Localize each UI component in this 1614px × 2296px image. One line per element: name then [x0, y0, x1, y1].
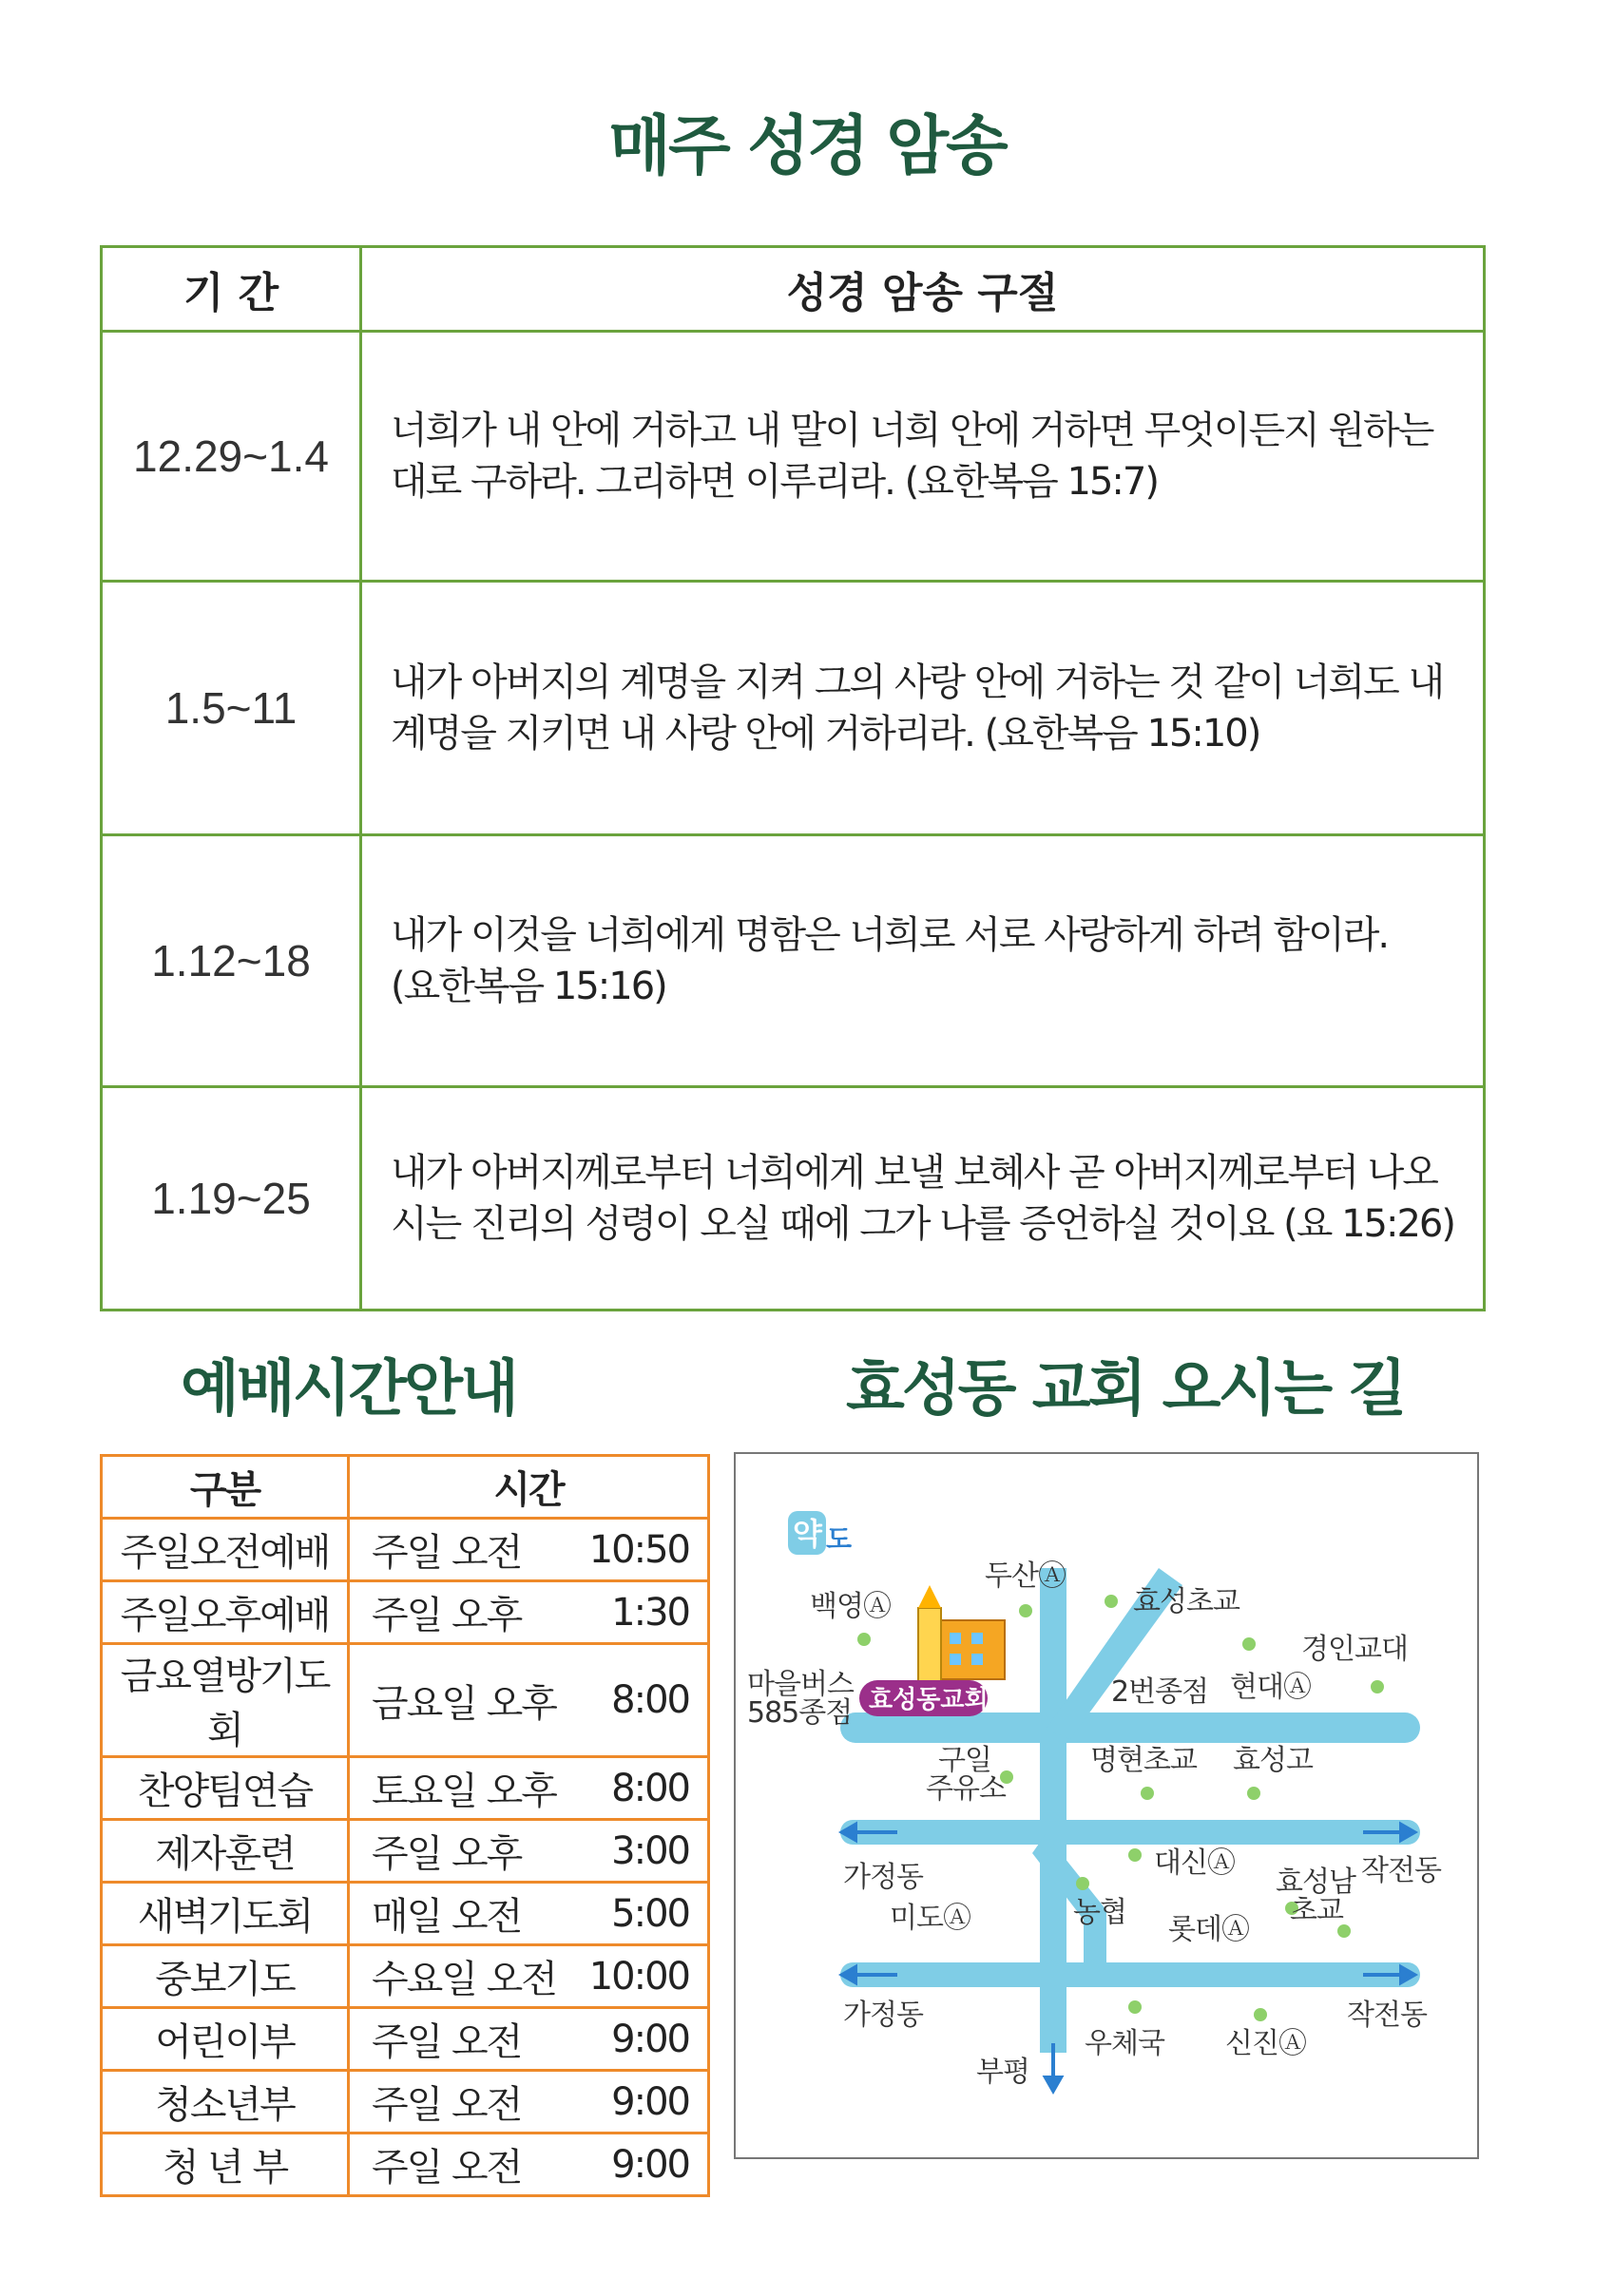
schedule-clock-time: 9:00 [611, 2142, 689, 2187]
schedule-header [102, 1456, 709, 1519]
schedule-day: 금요일 오후 [372, 1681, 556, 1726]
label-bus-line1: 마을버스 [747, 1668, 854, 1701]
schedule-day: 주일 오전 [372, 2020, 522, 2064]
dot-icon [1141, 1787, 1154, 1800]
schedule-time-cell [349, 1820, 709, 1883]
verse-line: 시는 진리의 성령이 오실 때에 그가 나를 증언하실 것이요 (요 15:26) [391, 1202, 1454, 1246]
schedule-day: 주일 오전 [372, 1531, 522, 1575]
verse-table [100, 245, 1486, 1311]
schedule-name: 중보기도 [102, 1945, 349, 2008]
schedule-time-wrap [351, 1761, 706, 1815]
dot-icon [1105, 1595, 1118, 1608]
schedule-row [102, 1644, 709, 1757]
label-baekyoung: 백영Ⓐ [810, 1590, 891, 1623]
schedule-clock-time: 10:00 [588, 1954, 689, 1999]
period-cell: 1.5~11 [102, 582, 361, 835]
label-mido: 미도Ⓐ [890, 1902, 970, 1935]
schedule-row [102, 1519, 709, 1581]
period-cell: 1.19~25 [102, 1087, 361, 1311]
schedule-clock-time: 9:00 [611, 2079, 689, 2124]
schedule-time-wrap [351, 1674, 706, 1728]
road-top [840, 1712, 1420, 1743]
table-row [102, 332, 1485, 582]
label-gajeong-1: 가정동 [843, 1861, 923, 1894]
label-bus-line2: 585종점 [747, 1696, 853, 1730]
map-svg [736, 1454, 1477, 2157]
schedule-clock-time: 9:00 [611, 2017, 689, 2061]
directions-title: 효성동 교회 오시는 길 [846, 1354, 1405, 1425]
schedule-time-wrap [351, 1886, 706, 1941]
schedule-name: 청소년부 [102, 2071, 349, 2133]
header-time: 시간 [349, 1456, 709, 1519]
label-myeonghyeon: 명현초교 [1090, 1744, 1197, 1777]
worship-schedule-title: 예배시간안내 [181, 1354, 516, 1425]
schedule-day: 주일 오전 [372, 2146, 522, 2190]
label-second-terminal: 2번종점 [1111, 1675, 1209, 1709]
schedule-time-cell [349, 1581, 709, 1644]
schedule-clock-time: 5:00 [611, 1891, 689, 1936]
schedule-time-cell [349, 2133, 709, 2196]
schedule-row [102, 1757, 709, 1820]
label-daeshin: 대신Ⓐ [1154, 1846, 1235, 1880]
verse-cell [361, 835, 1485, 1087]
schedule-clock-time: 8:00 [611, 1678, 689, 1722]
label-old-gas-line1: 구일 [938, 1744, 991, 1777]
church-marker [859, 1680, 989, 1716]
schedule-name: 찬양팀연습 [102, 1757, 349, 1820]
dot-icon [1371, 1680, 1384, 1693]
header-period: 기 간 [102, 247, 361, 332]
schedule-name: 주일오후예배 [102, 1581, 349, 1644]
label-hyoseong-high: 효성고 [1233, 1744, 1313, 1777]
schedule-day: 주일 오전 [372, 2083, 522, 2127]
schedule-day: 매일 오전 [372, 1895, 522, 1939]
schedule-day: 토요일 오후 [372, 1770, 556, 1813]
road-vertical [1040, 1568, 1066, 2053]
label-old-gas-line2: 주유소 [926, 1772, 1006, 1806]
arrow-down-icon [1046, 2077, 1061, 2091]
verse-line: 내가 아버지의 계명을 지켜 그의 사랑 안에 거하는 것 같이 너희도 내 [391, 660, 1444, 704]
period-cell: 12.29~1.4 [102, 332, 361, 582]
dot-icon [1076, 1877, 1089, 1890]
schedule-time-wrap [351, 1824, 706, 1878]
dot-icon [857, 1633, 871, 1646]
schedule-row [102, 1820, 709, 1883]
map-legend-badge [788, 1511, 852, 1555]
verse-cell [361, 582, 1485, 835]
verse-line: 내가 이것을 너희에게 명함은 너희로 서로 사랑하게 하려 함이라. [391, 913, 1389, 957]
verse-line: 계명을 지키면 내 사랑 안에 거하리라. (요한복음 15:10) [391, 712, 1260, 756]
dot-icon [1128, 2000, 1142, 2014]
schedule-time-wrap [351, 2075, 706, 2129]
table-row [102, 835, 1485, 1087]
schedule-time-cell [349, 1519, 709, 1581]
schedule-time-cell [349, 1883, 709, 1945]
schedule-time-cell [349, 1644, 709, 1757]
directions-map [734, 1452, 1479, 2159]
schedule-time-wrap [351, 2012, 706, 2066]
schedule-clock-time: 1:30 [611, 1590, 689, 1635]
page-title: 매주 성경 암송 [608, 109, 1006, 184]
schedule-time-cell [349, 1945, 709, 2008]
schedule-name: 청 년 부 [102, 2133, 349, 2196]
schedule-clock-time: 10:50 [588, 1527, 689, 1572]
header-category: 구분 [102, 1456, 349, 1519]
label-gyeongin: 경인교대 [1301, 1633, 1408, 1666]
schedule-clock-time: 8:00 [611, 1766, 689, 1810]
church-building-icon [918, 1585, 1005, 1682]
label-hyoseongnam-line1: 효성남 [1276, 1866, 1355, 1899]
road-bottom [840, 1962, 1420, 1987]
schedule-day: 주일 오후 [372, 1594, 522, 1637]
verse-table-header [102, 247, 1485, 332]
schedule-time-cell [349, 2071, 709, 2133]
schedule-time-cell [349, 1757, 709, 1820]
schedule-time-wrap [351, 1585, 706, 1639]
schedule-name: 금요열방기도회 [102, 1644, 349, 1757]
schedule-time-wrap [351, 1522, 706, 1577]
schedule-time-wrap [351, 2137, 706, 2191]
label-gajeong-2: 가정동 [843, 1999, 923, 2032]
label-nonghyup: 농협 [1073, 1896, 1126, 1929]
table-row [102, 1087, 1485, 1311]
badge-text-a: 약 [793, 1516, 822, 1552]
schedule-name: 새벽기도회 [102, 1883, 349, 1945]
label-bupyeong: 부평 [976, 2056, 1029, 2089]
schedule-clock-time: 3:00 [611, 1828, 689, 1873]
schedule-day: 수요일 오전 [372, 1958, 556, 2001]
verse-line: 너희가 내 안에 거하고 내 말이 너희 안에 거하면 무엇이든지 원하는 [391, 409, 1433, 452]
schedule-row [102, 1945, 709, 2008]
verse-cell [361, 1087, 1485, 1311]
dot-icon [1247, 1787, 1260, 1800]
schedule-row [102, 1581, 709, 1644]
label-jakjeon-2: 작전동 [1347, 1999, 1427, 2032]
label-shinjin: 신진Ⓐ [1225, 2027, 1306, 2060]
verse-line: 내가 아버지께로부터 너희에게 보낼 보혜사 곧 아버지께로부터 나오 [391, 1151, 1437, 1195]
schedule-day: 주일 오후 [372, 1832, 522, 1876]
label-hyoseong-elementary: 효성초교 [1133, 1585, 1239, 1618]
schedule-row [102, 2008, 709, 2071]
dot-icon [1254, 2008, 1267, 2021]
schedule-name: 주일오전예배 [102, 1519, 349, 1581]
header-verse: 성경 암송 구절 [361, 247, 1485, 332]
period-cell: 1.12~18 [102, 835, 361, 1087]
label-doosan: 두산Ⓐ [985, 1559, 1066, 1593]
label-post-office: 우체국 [1085, 2027, 1164, 2060]
label-jakjeon-1: 작전동 [1361, 1854, 1441, 1887]
road-middle [840, 1820, 1420, 1845]
schedule-row [102, 2133, 709, 2196]
label-lotte: 롯데Ⓐ [1168, 1913, 1249, 1946]
label-hyundai: 현대Ⓐ [1230, 1671, 1311, 1704]
schedule-table [100, 1454, 710, 2197]
badge-text-b: 도 [826, 1523, 853, 1555]
verse-cell [361, 332, 1485, 582]
schedule-row [102, 1883, 709, 1945]
schedule-time-wrap [351, 1949, 706, 2003]
schedule-row [102, 2071, 709, 2133]
schedule-name: 어린이부 [102, 2008, 349, 2071]
table-row [102, 582, 1485, 835]
schedule-time-cell [349, 2008, 709, 2071]
schedule-name: 제자훈련 [102, 1820, 349, 1883]
label-hyoseongnam-line2: 초교 [1290, 1894, 1343, 1927]
church-label: 효성동교회 [869, 1686, 989, 1714]
verse-line: (요한복음 15:16) [391, 965, 666, 1008]
verse-line: 대로 구하라. 그리하면 이루리라. (요한복음 15:7) [391, 460, 1158, 504]
dot-icon [1128, 1848, 1142, 1862]
dot-icon [1019, 1604, 1032, 1617]
dot-icon [1242, 1637, 1256, 1651]
